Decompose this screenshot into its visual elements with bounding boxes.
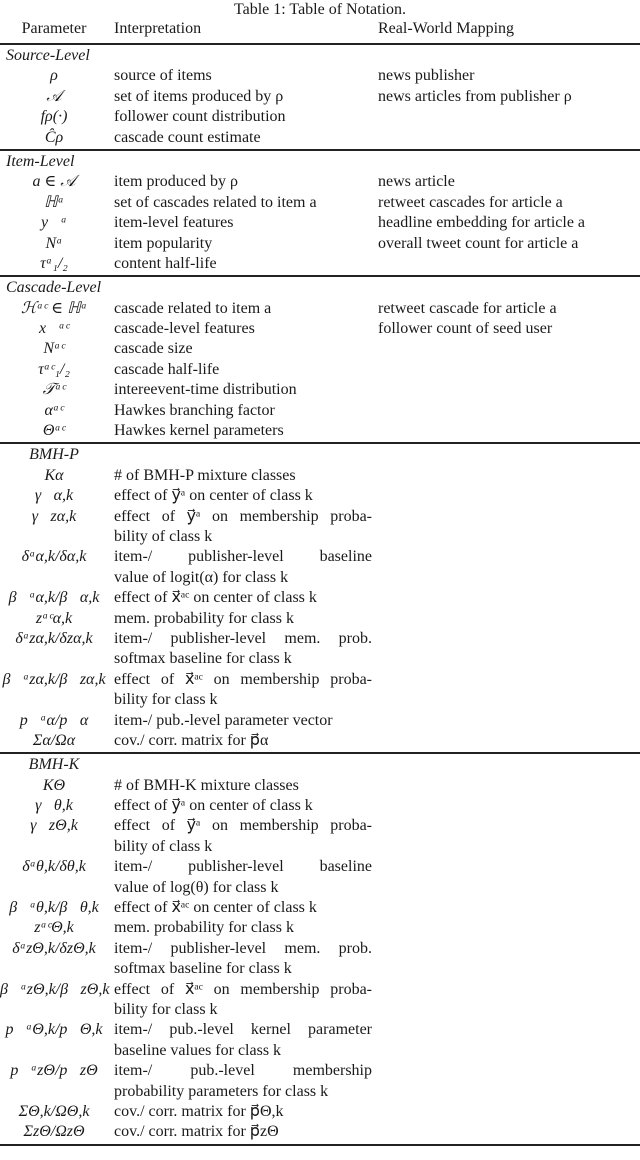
parameter-symbol: Nᵃ [45,234,63,252]
table-row [0,128,640,148]
real-world-mapping-text: overall tweet count for article a [378,234,579,252]
interpretation-text: effect of x⃗ᵃᶜ on membership proba- [114,980,372,998]
interpretation-text: cascade half-life [114,360,220,378]
interpretation-text: item-/ pub.-level kernel parameter [114,1021,372,1039]
header-parameter: Parameter [21,20,87,37]
table-row-continuation [0,1000,640,1020]
real-world-mapping-text: follower count of seed user [378,320,553,338]
parameter-symbol: Σα/Ωα [32,731,76,749]
interpretation-text: effect of x⃗ᵃᶜ on center of class k [114,589,317,607]
real-world-mapping-text: news publisher [378,67,475,85]
parameter-symbol: p⃗ᵃΘ,k/p⃗Θ,k [5,1021,103,1039]
table-row [0,731,640,751]
parameter-symbol: p⃗ᵃzΘ/p⃗zΘ [10,1062,98,1080]
table-row [0,486,640,506]
table-row-continuation [0,568,640,588]
section-cascade-level [0,277,640,442]
section-title-row [0,445,640,465]
interpretation-text: item-/ publisher-level baseline [114,548,372,566]
parameter-symbol: p⃗ᵃα/p⃗α [19,711,89,729]
parameter-symbol: δᵃzΘ,k/δzΘ,k [12,939,96,957]
real-world-mapping-text: news article [378,173,455,191]
section-title: Item-Level [6,152,75,170]
table-row [0,898,640,918]
section-bmh-p [0,444,640,752]
interpretation-text: Hawkes branching factor [114,401,275,419]
table-row [0,87,640,107]
table-row [0,1020,640,1040]
table-row [0,172,640,192]
parameter-symbol: τᵃᶜ₁/₂ [38,360,70,378]
table-row [0,339,640,359]
table-row [0,609,640,629]
parameter-symbol: ρ [50,67,58,85]
interpretation-text: effect of x⃗ᵃᶜ on membership proba- [114,670,372,688]
interpretation-text: item-level features [114,214,234,232]
interpretation-text: baseline values for class k [114,1041,282,1059]
parameter-symbol: β⃗ᵃzΘ,k/β⃗zΘ,k [0,980,110,998]
parameter-symbol: Nᵃᶜ [43,340,65,358]
interpretation-text: bility for class k [114,1000,218,1018]
parameter-symbol: δᵃθ,k/δθ,k [22,858,86,876]
interpretation-text: cov./ corr. matrix for p⃗Θ,k [114,1102,284,1120]
interpretation-text: intereevent-time distribution [114,381,297,399]
section-title: BMH-P [29,446,79,464]
parameter-symbol: αᵃᶜ [44,401,64,419]
interpretation-text: effect of y⃗ᵃ on center of class k [114,797,313,815]
interpretation-text: effect of y⃗ᵃ on membership proba- [114,507,372,525]
parameter-symbol: fρ(·) [40,108,68,126]
interpretation-text: softmax baseline for class k [114,960,292,978]
table-row [0,1122,640,1142]
table-row [0,711,640,731]
interpretation-text: content half-life [114,254,217,272]
table-row-continuation [0,527,640,547]
header-real-world-mapping: Real-World Mapping [378,20,515,37]
section-title-row [0,755,640,775]
section-title: Cascade-Level [6,279,102,297]
section-title-row [0,152,640,172]
table-row [0,107,640,127]
table-row [0,213,640,233]
table-row-continuation [0,959,640,979]
parameter-symbol: a ∈ 𝒜 [32,173,76,191]
table-row [0,776,640,796]
table-row [0,670,640,690]
interpretation-text: cascade size [114,340,193,358]
table-row [0,66,640,86]
parameter-symbol: γ⃗zΘ,k [30,817,78,835]
table-row-continuation [0,878,640,898]
table-row [0,193,640,213]
interpretation-text: set of items produced by ρ [114,87,284,105]
interpretation-text: effect of x⃗ᵃᶜ on center of class k [114,899,317,917]
table-row [0,1102,640,1122]
table-row [0,254,640,274]
table-row [0,939,640,959]
section-title: BMH-K [28,756,80,774]
table-row [0,1061,640,1081]
parameter-symbol: ΣzΘ/ΩzΘ [23,1123,85,1141]
table-row [0,466,640,486]
interpretation-text: softmax baseline for class k [114,650,292,668]
parameter-symbol: γ⃗θ,k [35,797,73,815]
notation-table [0,17,640,1146]
table-row [0,299,640,319]
section-title-row [0,46,640,66]
parameter-symbol: γ⃗α,k [34,487,74,505]
real-world-mapping-text: retweet cascade for article a [378,299,557,317]
table-row [0,547,640,567]
parameter-symbol: KΘ [42,776,66,794]
parameter-symbol: y⃗ᵃ [41,214,67,232]
interpretation-text: item-/ publisher-level baseline [114,858,372,876]
section-source-level [0,45,640,149]
interpretation-text: mem. probability for class k [114,919,294,937]
table-row-continuation [0,690,640,710]
interpretation-text: set of cascades related to item a [114,193,317,211]
interpretation-text: item popularity [114,234,213,252]
section-rule [0,1144,640,1146]
parameter-symbol: β⃗ᵃθ,k/β⃗θ,k [9,899,99,917]
interpretation-text: cov./ corr. matrix for p⃗zΘ [114,1123,279,1141]
parameter-symbol: 𝒯ᵃᶜ [42,381,66,399]
interpretation-text: item-/ pub.-level parameter vector [114,711,333,729]
interpretation-text: item-/ pub.-level membership [114,1062,372,1080]
section-title-row [0,278,640,298]
interpretation-text: cov./ corr. matrix for p⃗α [114,731,269,749]
parameter-symbol: ℍᵃ [44,193,64,211]
real-world-mapping-text: headline embedding for article a [378,214,586,232]
table-row [0,234,640,254]
table-row [0,380,640,400]
table-body [0,45,640,1146]
interpretation-text: effect of y⃗ᵃ on center of class k [114,487,313,505]
parameter-symbol: ΣΘ,k/ΩΘ,k [18,1102,90,1120]
interpretation-text: cascade-level features [114,320,255,338]
section-title: Source-Level [6,47,90,64]
interpretation-text: source of items [114,67,212,85]
table-row-continuation [0,1082,640,1102]
parameter-symbol: Ĉρ [44,128,64,146]
parameter-symbol: Kα [44,466,64,484]
table-row [0,507,640,527]
table-row [0,401,640,421]
table-row [0,980,640,1000]
interpretation-text: effect of y⃗ᵃ on membership proba- [114,817,372,835]
interpretation-text: follower count distribution [114,108,286,126]
parameter-symbol: γ⃗zα,k [31,507,77,525]
table-row [0,421,640,441]
interpretation-text: value of logit(α) for class k [114,568,289,586]
table-header-row [0,17,640,43]
table-row [0,918,640,938]
table-row-continuation [0,1041,640,1061]
parameter-symbol: 𝒜 [46,87,62,105]
header-interpretation: Interpretation [114,20,202,37]
interpretation-text: mem. probability for class k [114,609,294,627]
table-row [0,816,640,836]
parameter-symbol: zᵃᶜα,k [35,609,73,627]
parameter-symbol: δᵃzα,k/δzα,k [15,629,93,647]
interpretation-text: bility of class k [114,527,213,545]
parameter-symbol: Θᵃᶜ [42,422,66,440]
section-bmh-k [0,754,640,1143]
parameter-symbol: x⃗ᵃᶜ [38,320,70,338]
table-row [0,629,640,649]
interpretation-text: cascade related to item a [114,299,272,317]
parameter-symbol: β⃗ᵃzα,k/β⃗zα,k [2,670,106,688]
table-row-continuation [0,649,640,669]
interpretation-text: Hawkes kernel parameters [114,422,284,440]
interpretation-text: # of BMH-P mixture classes [114,466,296,484]
table-row [0,588,640,608]
parameter-symbol: δᵃα,k/δα,k [21,548,87,566]
section-item-level [0,151,640,275]
interpretation-text: item produced by ρ [114,173,238,191]
interpretation-text: item-/ publisher-level mem. prob. [114,629,372,647]
parameter-symbol: τᵃ₁/₂ [40,254,68,272]
table-row [0,857,640,877]
interpretation-text: probability parameters for class k [114,1082,329,1100]
table-row [0,319,640,339]
table-row [0,796,640,816]
real-world-mapping-text: retweet cascades for article a [378,193,563,211]
interpretation-text: # of BMH-K mixture classes [114,776,299,794]
parameter-symbol: zᵃᶜΘ,k [34,919,74,937]
table-row-continuation [0,837,640,857]
parameter-symbol: β⃗ᵃα,k/β⃗α,k [8,589,100,607]
interpretation-text: cascade count estimate [114,128,261,146]
interpretation-text: item-/ publisher-level mem. prob. [114,939,372,957]
interpretation-text: value of log(θ) for class k [114,878,279,896]
real-world-mapping-text: news articles from publisher ρ [378,87,572,105]
interpretation-text: bility for class k [114,691,218,709]
parameter-symbol: ℋᵃᶜ ∈ ℍᵃ [20,299,88,317]
interpretation-text: bility of class k [114,837,213,855]
table-caption: Table 1: Table of Notation. [233,1,407,18]
table-row [0,360,640,380]
